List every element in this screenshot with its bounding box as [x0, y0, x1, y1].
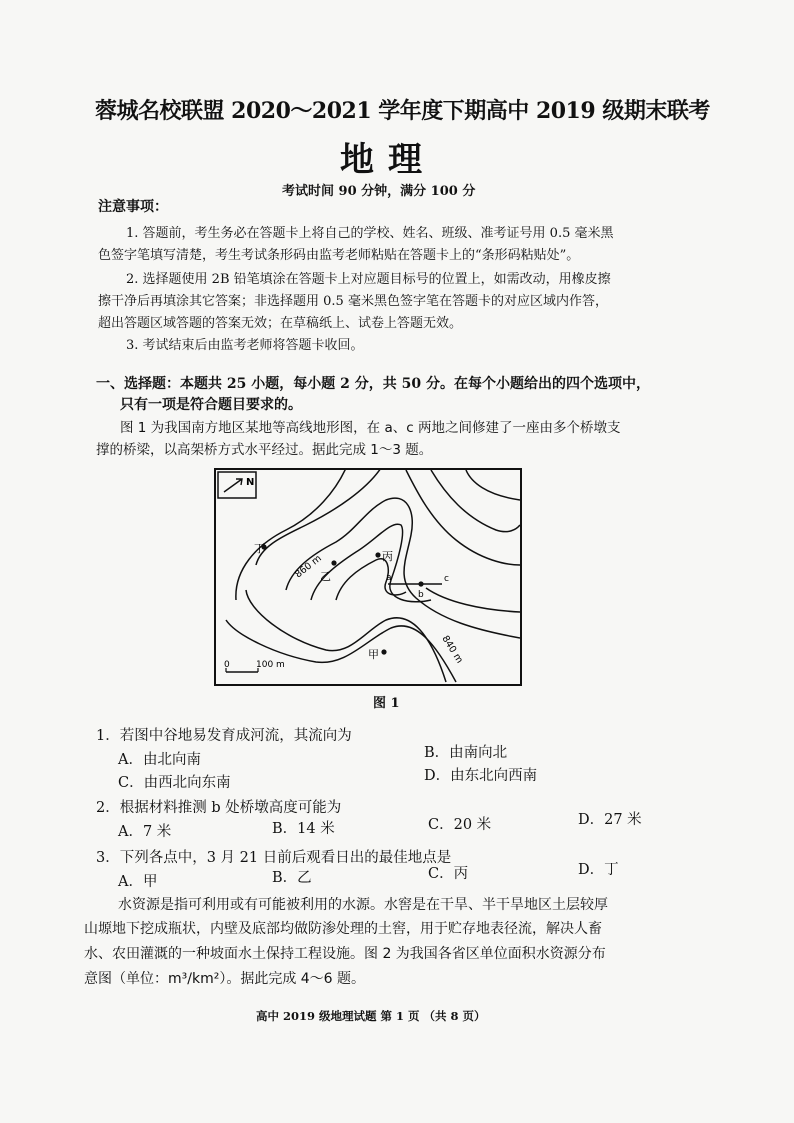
contour-line — [431, 470, 520, 532]
notice-line: 超出答题区域答题的答案无效；在草稿纸上、试卷上答题无效。 — [98, 316, 463, 331]
north-label: N — [246, 477, 255, 488]
exam-info: 考试时间 90 分钟，满分 100 分 — [282, 184, 476, 199]
contour-line — [406, 470, 520, 565]
contour-map — [214, 468, 522, 686]
exam-title: 蓉城名校联盟 2020～2021 学年度下期高中 2019 级期末联考 — [95, 98, 710, 124]
question-1-option-c: C．由西北向东南 — [118, 775, 231, 791]
point-a-label: a — [386, 573, 392, 583]
contour-line — [226, 620, 456, 682]
point-jia-marker — [381, 649, 386, 654]
notice-heading: 注意事项： — [98, 199, 168, 215]
figure-caption: 图 1 — [373, 696, 400, 711]
question-2-option-d: D．27 米 — [578, 812, 642, 828]
question-1-option-d: D．由东北向西南 — [424, 768, 538, 784]
notice-line: 擦干净后再填涂其它答案；非选择题用 0.5 毫米黑色签字笔在答题卡的对应区域内作答， — [98, 294, 608, 309]
point-bing-marker — [375, 552, 380, 557]
scale-label: 100 m — [256, 660, 285, 670]
point-b-marker — [418, 581, 423, 586]
section-heading: 一、选择题：本题共 25 小题，每小题 2 分，共 50 分。在每个小题给出的四个选项中， — [96, 376, 650, 392]
question-2-option-b: B．14 米 — [272, 821, 335, 837]
notice-line: 2. 选择题使用 2B 铅笔填涂在答题卡上对应题目标号的位置上，如需改动，用橡皮擦 — [126, 272, 611, 287]
figure-intro: 图 1 为我国南方地区某地等高线地形图，在 a、c 两地之间修建了一座由多个桥墩支 — [120, 420, 621, 436]
figure-intro-cont: 撑的桥梁，以高架桥方式水平经过。据此完成 1～3 题。 — [96, 442, 433, 458]
question-1-stem: 1．若图中谷地易发育成河流，其流向为 — [96, 728, 352, 744]
point-yi-marker — [331, 560, 336, 565]
point-b-label: b — [418, 590, 424, 600]
contour-line-860 — [286, 498, 520, 638]
section-heading-cont: 只有一项是符合题目要求的。 — [120, 397, 302, 413]
place-ding: 丁 — [254, 542, 265, 555]
notice-line: 色签字笔填写清楚，考生考试条形码由监考老师粘贴在答题卡上的“条形码粘贴处”。 — [98, 248, 580, 263]
notice-line: 3. 考试结束后由监考老师将答题卡收回。 — [126, 338, 364, 353]
passage-line: 水、农田灌溉的一种坡面水土保持工程设施。图 2 为我国各省区单位面积水资源分布 — [84, 946, 606, 962]
question-3-option-c: C．丙 — [428, 866, 469, 882]
passage-line: 水资源是指可利用或有可能被利用的水源。水窖是在干旱、半干旱地区土层较厚 — [118, 897, 608, 913]
question-2-option-a: A．7 米 — [118, 824, 172, 840]
place-yi: 乙 — [320, 570, 331, 583]
contour-label-860: 860 m — [293, 552, 324, 581]
passage-line: 山塬地下挖成瓶状，内壁及底部均做防渗处理的土窖，用于贮存地表径流，解决人畜 — [84, 921, 602, 937]
question-3-stem: 3．下列各点中，3 月 21 日前后观看日出的最佳地点是 — [96, 850, 452, 866]
question-2-option-c: C．20 米 — [428, 817, 492, 833]
notice-line: 1. 答题前，考生务必在答题卡上将自己的学校、姓名、班级、准考证号用 0.5 毫米黑 — [126, 226, 614, 241]
contour-map-svg — [216, 470, 520, 684]
contour-line — [256, 470, 381, 565]
point-c-label: c — [444, 574, 449, 584]
place-jia: 甲 — [368, 648, 379, 661]
place-bing: 丙 — [382, 550, 393, 563]
question-1-option-a: A．由北向南 — [118, 752, 201, 768]
contour-line — [466, 470, 520, 500]
scale-zero: 0 — [224, 660, 230, 670]
page-footer: 高中 2019 级地理试题 第 1 页 （共 8 页） — [256, 1009, 486, 1023]
question-2-stem: 2．根据材料推测 b 处桥墩高度可能为 — [96, 800, 342, 816]
question-3-option-d: D．丁 — [578, 862, 619, 878]
contour-line — [426, 588, 520, 612]
subject-title: 地理 — [340, 140, 436, 180]
question-3-option-a: A．甲 — [118, 874, 158, 890]
question-3-option-b: B．乙 — [272, 870, 312, 886]
passage-line: 意图（单位：m³/km²）。据此完成 4～6 题。 — [84, 971, 366, 987]
question-1-option-b: B．由南向北 — [424, 745, 508, 761]
north-arrow-icon — [224, 479, 242, 492]
contour-label-840: 840 m — [439, 633, 465, 666]
